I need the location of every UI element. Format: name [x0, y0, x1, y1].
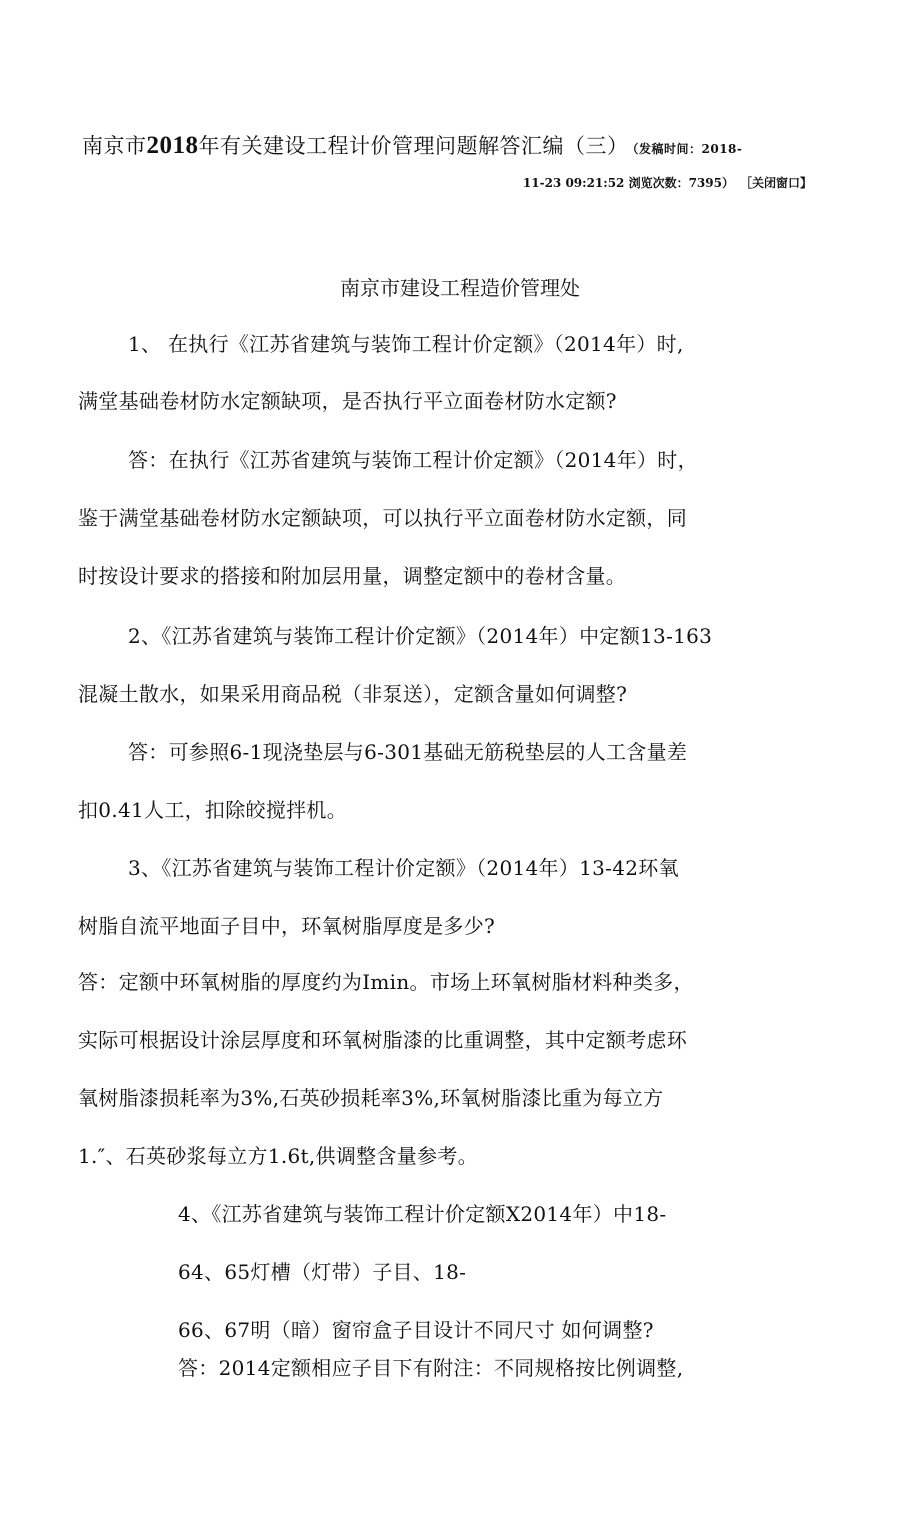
answer-1-line-2: 鉴于满堂基础卷材防水定额缺项，可以执行平立面卷材防水定额，同 [78, 506, 687, 530]
answer-2-line-1: 答：可参照6-1现浇垫层与6-301基础无筋税垫层的人工含量差 [128, 740, 688, 764]
publish-time-label: （发稿时间：2018- [632, 142, 743, 156]
title-suffix: 年有关建设工程计价管理问题解答汇编（三） [198, 134, 629, 158]
answer-1-line-3: 时按设计要求的搭接和附加层用量，调整定额中的卷材含量。 [78, 564, 627, 588]
answer-2-line-2: 扣0.41人工，扣除皎搅拌机。 [78, 798, 348, 822]
answer-3-line-3: 氧树脂漆损耗率为3%,石英砂损耗率3%,环氧树脂漆比重为每立方 [78, 1086, 664, 1110]
question-4-line-3: 66、67明（暗）窗帘盒子目设计不同尺寸 如何调整? [178, 1318, 654, 1342]
title-year: 2018 [146, 132, 199, 159]
close-window-link[interactable]: ［关闭窗口】 [745, 176, 812, 190]
question-2-line-2: 混凝土散水，如果采用商品税（非泵送），定额含量如何调整? [78, 682, 628, 706]
answer-3-line-4: 1.″、石英砂浆每立方1.6t,供调整含量参考。 [78, 1144, 478, 1168]
answer-3-line-2: 实际可根据设计涂层厚度和环氧树脂漆的比重调整，其中定额考虑环 [78, 1028, 687, 1052]
answer-1-line-1: 答：在执行《江苏省建筑与装饰工程计价定额》（2014年）时， [128, 448, 698, 472]
question-3-line-1: 3、《江苏省建筑与装饰工程计价定额》（2014年）13-42环氧 [128, 856, 679, 880]
question-2-line-1: 2、《江苏省建筑与装饰工程计价定额》（2014年）中定额13-163 [128, 624, 713, 648]
publish-time-and-views: 11-23 09:21:52 浏览次数：7395） [522, 176, 734, 190]
answer-4-line-1: 答：2014定额相应子目下有附注：不同规格按比例调整, [178, 1356, 684, 1380]
answer-3-line-1: 答：定额中环氧树脂的厚度约为Imin。市场上环氧树脂材料种类多， [78, 970, 694, 994]
question-1-line-2: 满堂基础卷材防水定额缺项，是否执行平立面卷材防水定额? [78, 389, 617, 413]
question-4-line-1: 4、《江苏省建筑与装饰工程计价定额X2014年）中18- [178, 1202, 667, 1226]
issuer-heading: 南京市建设工程造价管理处 [340, 276, 580, 300]
publish-meta [523, 174, 812, 191]
question-4-line-2: 64、65灯槽（灯带）子目、18- [178, 1260, 467, 1284]
question-3-line-2: 树脂自流平地面子目中，环氧树脂厚度是多少? [78, 914, 496, 938]
title-prefix: 南京市 [82, 134, 147, 158]
document-title [82, 130, 742, 160]
question-1-line-1: 1、 在执行《江苏省建筑与装饰工程计价定额》（2014年）时, [128, 332, 684, 356]
